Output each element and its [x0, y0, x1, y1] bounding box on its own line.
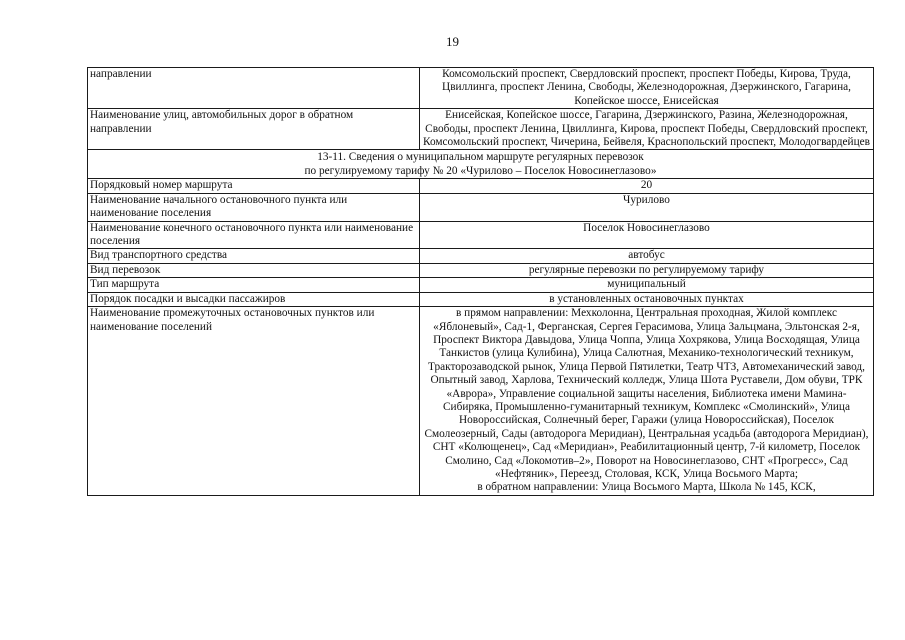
row-label: Наименование улиц, автомобильных дорог в обратном направлении: [88, 109, 420, 150]
row-value: автобус: [420, 249, 874, 263]
table-row: [88, 109, 874, 150]
row-value: регулярные перевозки по регулируемому тарифу: [420, 263, 874, 277]
row-label: Вид перевозок: [88, 263, 420, 277]
row-label: Порядок посадки и высадки пассажиров: [88, 292, 420, 306]
row-value: муниципальный: [420, 278, 874, 292]
table-row: [88, 307, 874, 496]
table-row: [88, 193, 874, 221]
table-row: [88, 249, 874, 263]
table-row: [88, 292, 874, 306]
row-label: Вид транспортного средства: [88, 249, 420, 263]
route-info-table: [87, 67, 874, 496]
table-row: [88, 179, 874, 193]
row-label: Порядковый номер маршрута: [88, 179, 420, 193]
row-label: Наименование конечного остановочного пункта или наименование поселения: [88, 221, 420, 249]
intermediate-stops-cell: [420, 307, 874, 496]
row-value: Комсомольский проспект, Свердловский проспект, проспект Победы, Кирова, Труда, Цвиллинга, проспект Ленина, Свободы, Железнодорожная, Дзержинского, Гагарина, Копейское шоссе, Енисейская: [420, 68, 874, 109]
table-row: [88, 68, 874, 109]
section-title-line-2: по регулируемому тарифу № 20 «Чурилово – Поселок Новосинеглазово»: [304, 165, 657, 178]
table-row: [88, 221, 874, 249]
reverse-direction-stops: в обратном направлении: Улица Восьмого Марта, Школа № 145, КСК,: [477, 481, 816, 494]
section-header-row: [88, 150, 874, 179]
row-value: Чурилово: [420, 193, 874, 221]
table-row: [88, 263, 874, 277]
row-label: направлении: [88, 68, 420, 109]
row-value: Енисейская, Копейское шоссе, Гагарина, Дзержинского, Разина, Железнодорожная, Свободы, проспект Ленина, Цвиллинга, Кирова, проспект Победы, Свердловский проспект, Комсомольский проспект, Чичерина, Бейвеля, Краснопольский проспект, Молодогвардейцев: [420, 109, 874, 150]
table-row: [88, 278, 874, 292]
row-value: Поселок Новосинеглазово: [420, 221, 874, 249]
row-value: в установленных остановочных пунктах: [420, 292, 874, 306]
page-number: 19: [446, 34, 459, 49]
row-value: 20: [420, 179, 874, 193]
row-label: Наименование промежуточных остановочных пунктов или наименование поселений: [88, 307, 420, 496]
row-label: Наименование начального остановочного пункта или наименование поселения: [88, 193, 420, 221]
row-label: Тип маршрута: [88, 278, 420, 292]
section-header: [88, 150, 874, 179]
section-title-line-1: 13-11. Сведения о муниципальном маршруте регулярных перевозок: [317, 151, 644, 164]
forward-direction-stops: в прямом направлении: Мехколонна, Центральная проходная, Жилой комплекс «Яблоневый», Сад-1, Ферганская, Сергея Герасимова, Улица Зальцмана, Эльтонская 2-я, Проспект Виктора Давыдова, Улица Чоппа, Улица Хохрякова, Улица Восходящая, Улица Танкистов (улица Кулибина), Улица Салютная, Механико-технологический техникум, Тракторозаводской рынок, Улица Первой Пятилетки, Театр ЧТЗ, Автомеханический завод, Опытный завод, Харлова, Технический колледж, Улица Шота Руставели, Дом обуви, ТРК «Аврора», Управление социальной защиты населения, Библиотека имени Мамина-Сибиряка, Промышленно-гуманитарный техникум, Комплекс «Смолинский», Улица Новороссийская, Солнечный берег, Гаражи (улица Новороссийская), Поселок Смолеозерный, Сады (автодорога Меридиан), Центральная усадьба (автодорога Меридиан), СНТ «Колющенец», Сад «Меридиан», Реабилитационный центр, 7-й километр, Поселок Смолино, Сад «Локомотив–2», Поворот на Новосинеглазово, СНТ «Прогресс», Сад «Нефтяник», Переезд, Столовая, КСК, Улица Восьмого Марта;: [424, 307, 869, 480]
